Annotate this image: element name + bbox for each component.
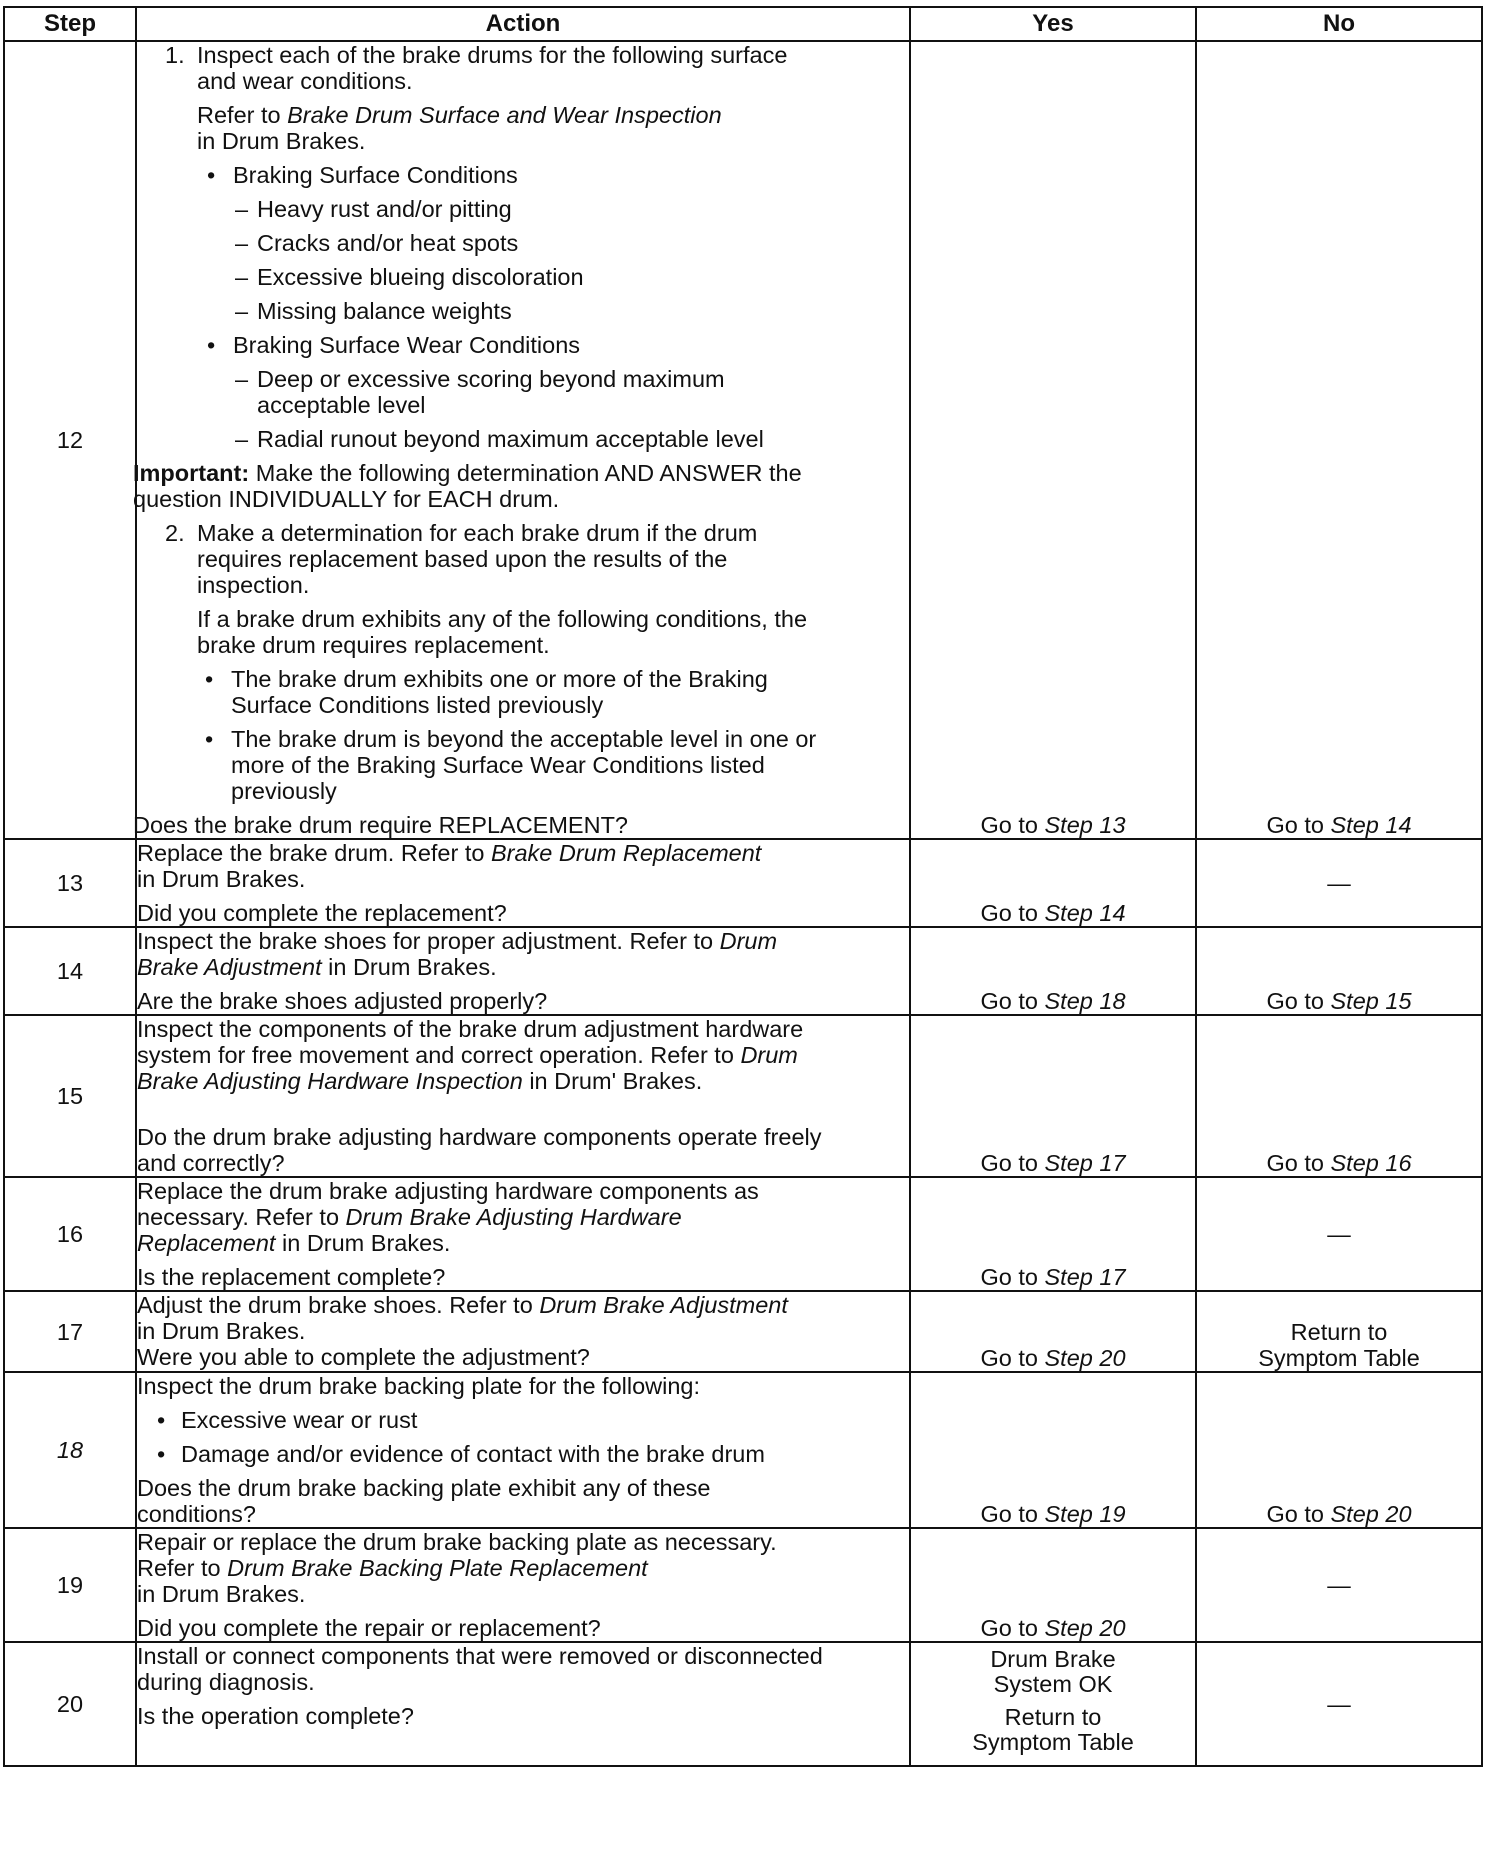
numbered-item — [165, 42, 909, 94]
step-number: 19 — [4, 1528, 136, 1642]
goto-step-link[interactable]: Step 19 — [1044, 1501, 1126, 1527]
dash-item: – Missing balance weights — [235, 298, 512, 324]
bullet-text: The brake drum is beyond the acceptable level in one or — [231, 726, 817, 752]
table-row — [4, 1015, 1482, 1177]
dash-text: Missing balance weights — [257, 298, 512, 324]
header-yes: Yes — [910, 7, 1196, 41]
yes-cell — [910, 1642, 1196, 1766]
ref-prefix: Refer to — [197, 102, 281, 128]
bullet-item: • Excessive wear or rust — [157, 1407, 418, 1433]
bullet-item: • Braking Surface Conditions — [207, 162, 518, 188]
goto-step-link[interactable]: Step 20 — [1044, 1615, 1126, 1641]
important-text: Make the following determination AND ANSWER the — [255, 460, 802, 486]
action-cell — [133, 41, 910, 839]
bullet-item: • Braking Surface Wear Conditions — [207, 332, 581, 358]
reference-link[interactable]: Drum Brake Adjusting Hardware — [345, 1204, 682, 1230]
item-number: 1. — [165, 42, 185, 68]
condition-paragraph — [197, 606, 909, 658]
reference-link[interactable]: Replacement — [137, 1230, 276, 1256]
no-cell — [1196, 41, 1482, 839]
action-text: Replace the drum brake adjusting hardware components as — [137, 1178, 759, 1204]
question-text: Does the drum brake backing plate exhibit any of these — [137, 1475, 711, 1501]
goto-prefix: Go to — [980, 900, 1038, 926]
question-text: and correctly? — [137, 1150, 285, 1176]
important-label: Important: — [133, 460, 250, 486]
header-action: Action — [136, 7, 910, 41]
item-number: 2. — [165, 520, 185, 546]
important-text: question INDIVIDUALLY for EACH drum. — [133, 486, 560, 512]
question: Were you able to complete the adjustment? — [137, 1344, 590, 1370]
ref-suffix: in Drum Brakes. — [197, 128, 366, 154]
dash-item: – Heavy rust and/or pitting — [235, 196, 512, 222]
question — [137, 1475, 909, 1527]
action-text: Replace the brake drum. Refer to — [137, 840, 485, 866]
return-text[interactable]: Symptom Table — [972, 1729, 1134, 1755]
dash-item: – Cracks and/or heat spots — [235, 230, 519, 256]
dash-item: – Deep or excessive scoring beyond maximum acceptable level — [235, 366, 725, 418]
action-text: Adjust the drum brake shoes. Refer to — [137, 1292, 533, 1318]
header-no: No — [1196, 7, 1482, 41]
question-text: Do the drum brake adjusting hardware components operate freely — [137, 1124, 822, 1150]
goto-step-link[interactable]: Step 16 — [1330, 1150, 1412, 1176]
step-number: 15 — [4, 1015, 136, 1177]
goto-prefix: Go to — [1266, 812, 1324, 838]
action-cell — [136, 1528, 910, 1642]
question: Is the replacement complete? — [137, 1264, 446, 1290]
yes-cell — [910, 41, 1196, 839]
goto-step-link[interactable]: Step 18 — [1044, 988, 1126, 1014]
action-cell — [136, 1372, 910, 1528]
goto-prefix: Go to — [980, 1345, 1038, 1371]
action-text: system for free movement and correct operation. Refer to — [137, 1042, 734, 1068]
goto-step-link[interactable]: Step 14 — [1044, 900, 1126, 926]
bullet-item: • The brake drum exhibits one or more of the Braking Surface Conditions listed previously — [205, 666, 768, 718]
reference-link[interactable]: Brake Adjustment — [137, 954, 322, 980]
reference-link[interactable]: Brake Drum Replacement — [490, 840, 762, 866]
goto-prefix: Go to — [1266, 1150, 1324, 1176]
goto-step-link[interactable]: Step 17 — [1044, 1264, 1126, 1290]
action-text: Inspect the components of the brake drum adjustment hardware — [137, 1016, 804, 1042]
goto-prefix: Go to — [1266, 988, 1324, 1014]
question-text: conditions? — [137, 1501, 256, 1527]
header-step: Step — [4, 7, 136, 41]
bullet-text: Braking Surface Wear Conditions — [233, 332, 581, 358]
table-row — [4, 1642, 1482, 1766]
no-cell: — — [1196, 839, 1482, 927]
no-cell — [1196, 1015, 1482, 1177]
table-row — [4, 41, 1482, 839]
action-text: Repair or replace the drum brake backing plate as necessary. — [137, 1529, 777, 1555]
goto-prefix: Go to — [980, 988, 1038, 1014]
action-cell — [136, 1291, 910, 1372]
step-number: 18 — [4, 1372, 136, 1528]
action-text: Make a determination for each brake drum if the drum — [197, 520, 758, 546]
action-text: requires replacement based upon the results of the — [197, 546, 728, 572]
bullet-text: previously — [231, 778, 337, 804]
bullet-item: • The brake drum is beyond the acceptable level in one or more of the Braking Surface Wear Conditions listed previously — [205, 726, 817, 804]
goto-prefix: Go to — [980, 1501, 1038, 1527]
question — [137, 1124, 909, 1176]
action-text: in Drum Brakes. — [282, 1230, 451, 1256]
goto-step-link[interactable]: Step 15 — [1330, 988, 1412, 1014]
important-note — [133, 460, 909, 512]
dash-text: Deep or excessive scoring beyond maximum — [257, 366, 725, 392]
action-text: and wear conditions. — [197, 68, 413, 94]
step-number: 17 — [4, 1291, 136, 1372]
action-text: Install or connect components that were removed or disconnected — [137, 1643, 823, 1669]
step-number: 12 — [4, 41, 136, 839]
step-number: 14 — [4, 927, 136, 1015]
step-number: 16 — [4, 1177, 136, 1291]
reference-link[interactable]: Brake Drum Surface and Wear Inspection — [287, 102, 722, 128]
table-row — [4, 1372, 1482, 1528]
question: Did you complete the replacement? — [137, 900, 507, 926]
bullet-text: Excessive wear or rust — [181, 1407, 418, 1433]
return-text[interactable]: Return to — [1290, 1319, 1388, 1345]
bullet-text: Braking Surface Conditions — [233, 162, 518, 188]
bullet-item: • Damage and/or evidence of contact with the brake drum — [157, 1441, 765, 1467]
diagnostic-table — [3, 6, 1483, 1767]
action-text: in Drum Brakes. — [137, 1581, 306, 1607]
goto-step-link[interactable]: Step 20 — [1330, 1501, 1412, 1527]
goto-step-link[interactable]: Step 20 — [1044, 1345, 1126, 1371]
goto-prefix: Go to — [980, 1615, 1038, 1641]
action-text: Inspect the brake shoes for proper adjustment. Refer to — [137, 928, 714, 954]
action-text: If a brake drum exhibits any of the following conditions, the — [197, 606, 808, 632]
no-cell — [1196, 1291, 1482, 1372]
question: Is the operation complete? — [137, 1703, 414, 1729]
table-row — [4, 1528, 1482, 1642]
question: Did you complete the repair or replacement? — [137, 1615, 601, 1641]
dash-text: Excessive blueing discoloration — [257, 264, 584, 290]
yes-cell — [910, 839, 1196, 927]
question: Are the brake shoes adjusted properly? — [137, 988, 548, 1014]
no-cell: — — [1196, 1177, 1482, 1291]
table-row — [4, 839, 1482, 927]
table-row — [4, 927, 1482, 1015]
goto-prefix: Go to — [1266, 1501, 1324, 1527]
bullet-text: Surface Conditions listed previously — [231, 692, 604, 718]
no-cell: — — [1196, 1528, 1482, 1642]
goto-prefix: Go to — [980, 1264, 1038, 1290]
action-cell — [136, 1642, 910, 1766]
numbered-item — [165, 520, 909, 598]
goto-prefix: Go to — [980, 1150, 1038, 1176]
reference-link[interactable]: Drum Brake Adjustment — [539, 1292, 788, 1318]
header-row — [4, 7, 1482, 41]
action-cell — [136, 927, 910, 1015]
table-row — [4, 1177, 1482, 1291]
action-cell — [136, 839, 910, 927]
action-text: in Drum Brakes. — [137, 1318, 306, 1344]
action-text: Refer to — [137, 1555, 221, 1581]
dash-item: – Radial runout beyond maximum acceptable level — [235, 426, 764, 452]
bullet-text: Damage and/or evidence of contact with the brake drum — [181, 1441, 765, 1467]
reference-link[interactable]: Drum Brake Backing Plate Replacement — [227, 1555, 648, 1581]
result-text: Drum Brake — [990, 1646, 1116, 1672]
action-text: Inspect each of the brake drums for the following surface — [197, 42, 788, 68]
action-text: in Drum' Brakes. — [529, 1068, 703, 1094]
step-number: 20 — [4, 1642, 136, 1766]
goto-step-link[interactable]: Step 17 — [1044, 1150, 1126, 1176]
bullet-text: more of the Braking Surface Wear Conditions listed — [231, 752, 765, 778]
dash-text: Radial runout beyond maximum acceptable level — [257, 426, 764, 452]
reference-link[interactable]: Drum — [740, 1042, 798, 1068]
dash-item: – Excessive blueing discoloration — [235, 264, 584, 290]
action-text: during diagnosis. — [137, 1669, 315, 1695]
bullet-text: The brake drum exhibits one or more of the Braking — [231, 666, 768, 692]
action-cell — [136, 1177, 910, 1291]
action-cell — [136, 1015, 910, 1177]
question: Does the brake drum require REPLACEMENT? — [133, 812, 629, 838]
yes-cell — [910, 1528, 1196, 1642]
step-number: 13 — [4, 839, 136, 927]
yes-cell — [910, 1291, 1196, 1372]
action-text: in Drum Brakes. — [137, 866, 306, 892]
dash-text: acceptable level — [257, 392, 426, 418]
action-text: inspection. — [197, 572, 310, 598]
yes-cell — [910, 927, 1196, 1015]
no-cell — [1196, 927, 1482, 1015]
return-text[interactable]: Symptom Table — [1258, 1345, 1420, 1371]
goto-prefix: Go to — [980, 812, 1038, 838]
yes-cell — [910, 1372, 1196, 1528]
action-text: in Drum Brakes. — [328, 954, 497, 980]
dash-text: Cracks and/or heat spots — [257, 230, 519, 256]
reference-text — [197, 102, 909, 154]
no-cell — [1196, 1372, 1482, 1528]
no-cell: — — [1196, 1642, 1482, 1766]
return-text[interactable]: Return to — [1004, 1704, 1102, 1730]
yes-cell — [910, 1177, 1196, 1291]
action-text: Inspect the drum brake backing plate for the following: — [137, 1373, 701, 1399]
goto-step-link[interactable]: Step 13 — [1044, 812, 1126, 838]
goto-step-link[interactable]: Step 14 — [1330, 812, 1412, 838]
action-text: brake drum requires replacement. — [197, 632, 550, 658]
reference-link[interactable]: Brake Adjusting Hardware Inspection — [137, 1068, 523, 1094]
dash-text: Heavy rust and/or pitting — [257, 196, 512, 222]
action-text: necessary. Refer to — [137, 1204, 340, 1230]
yes-cell — [910, 1015, 1196, 1177]
table-row — [4, 1291, 1482, 1372]
result-text: System OK — [993, 1671, 1113, 1697]
reference-link[interactable]: Drum — [719, 928, 778, 954]
